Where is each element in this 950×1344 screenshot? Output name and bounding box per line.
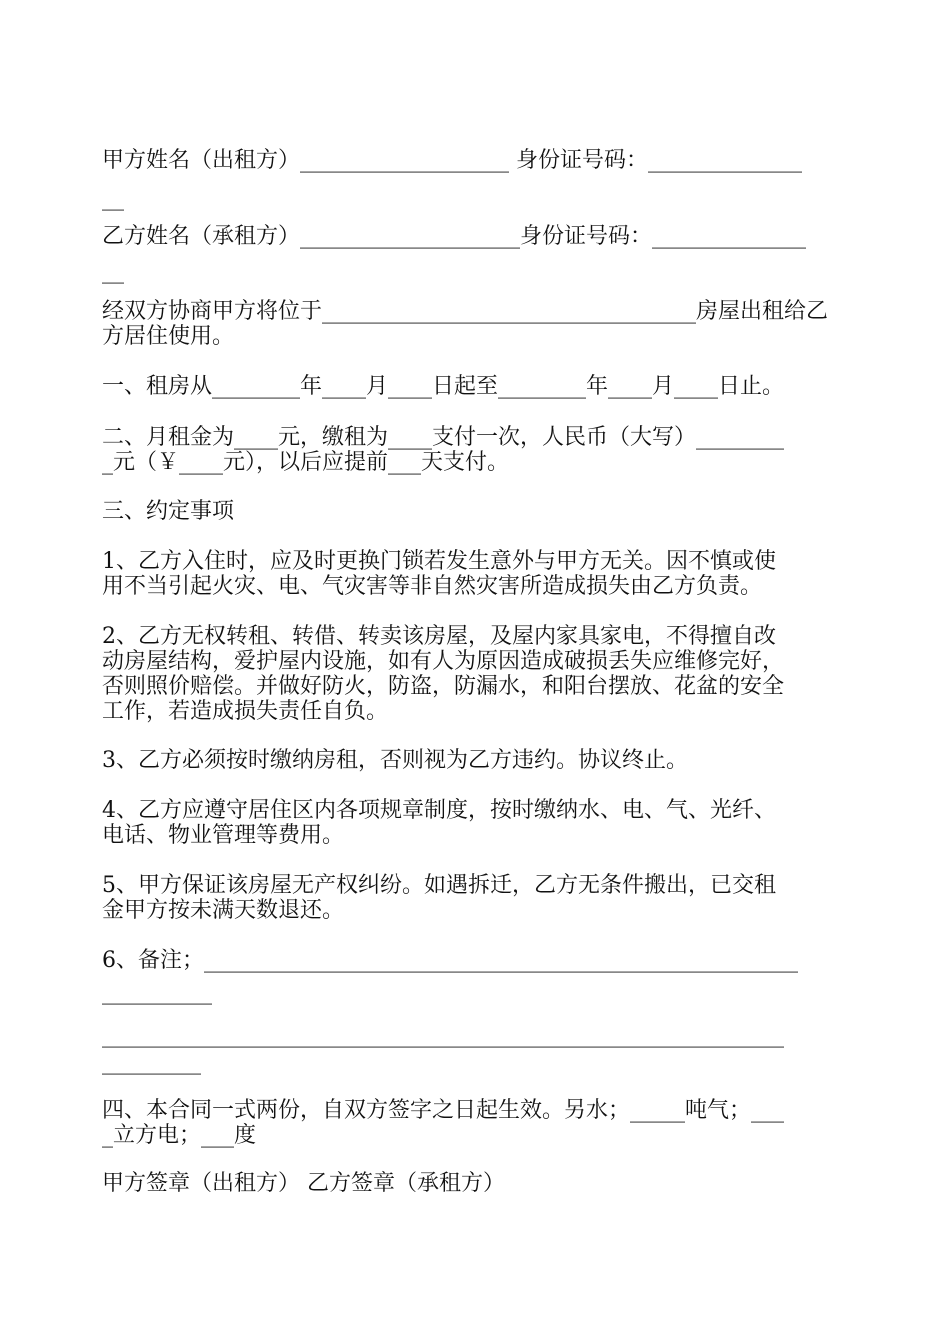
premises-line: 经双方协商甲方将位于__________________________________房屋出租给乙 (102, 299, 829, 324)
remarks-line: 6、备注；______________________________________________________ (102, 948, 798, 973)
remarks-line-cont: __________ (102, 980, 212, 1005)
party-a-line-cont: __ (102, 186, 124, 211)
term-3: 3、乙方必须按时缴纳房租，否则视为乙方违约。协议终止。 (102, 748, 688, 773)
term-4-cont: 电话、物业管理等费用。 (102, 823, 345, 848)
terms-heading: 三、约定事项 (102, 499, 235, 524)
signature-line: 甲方签章（出租方） 乙方签章（承租方） (102, 1171, 505, 1196)
party-b-line: 乙方姓名（承租方）____________________身份证号码：______________ (102, 224, 807, 249)
rent-clause: 二、月租金为____元，缴租为____支付一次，人民币（大写）________ (102, 425, 785, 450)
term-2-cont-2: 否则照价赔偿。并做好防火，防盗，防漏水，和阳台摆放、花盆的安全 (102, 674, 785, 699)
effect-clause: 四、本合同一式两份，自双方签字之日起生效。另水；_____吨气；___ (102, 1098, 785, 1123)
term-clause: 一、租房从________年____月____日起至________年____月____日止。 (102, 374, 785, 399)
term-1-cont: 用不当引起火灾、电、气灾害等非自然灾害所造成损失由乙方负责。 (102, 574, 763, 599)
party-b-line-cont: __ (102, 259, 124, 284)
term-4: 4、乙方应遵守居住区内各项规章制度，按时缴纳水、电、气、光纤、 (102, 798, 776, 823)
term-2-cont-1: 动房屋结构，爱护屋内设施，如有人为原因造成破损丢失应维修完好， (102, 649, 785, 674)
rent-clause-cont: _元（￥____元），以后应提前___天支付。 (102, 450, 510, 475)
term-2: 2、乙方无权转租、转借、转卖该房屋，及屋内家具家电，不得擅自改 (102, 624, 776, 649)
remarks-blank-line-cont: _________ (102, 1050, 201, 1075)
premises-line-cont: 方居住使用。 (102, 324, 235, 349)
effect-clause-cont: _立方电；___度 (102, 1123, 257, 1148)
term-5-cont: 金甲方按未满天数退还。 (102, 898, 345, 923)
remarks-blank-line: ______________________________________________________________ (102, 1023, 784, 1048)
term-2-cont-3: 工作，若造成损失责任自负。 (102, 699, 389, 724)
party-a-line: 甲方姓名（出租方）___________________ 身份证号码：______________ (102, 148, 802, 173)
term-1: 1、乙方入住时，应及时更换门锁若发生意外与甲方无关。因不慎或使 (102, 549, 776, 574)
term-5: 5、甲方保证该房屋无产权纠纷。如遇拆迁，乙方无条件搬出，已交租 (102, 873, 776, 898)
